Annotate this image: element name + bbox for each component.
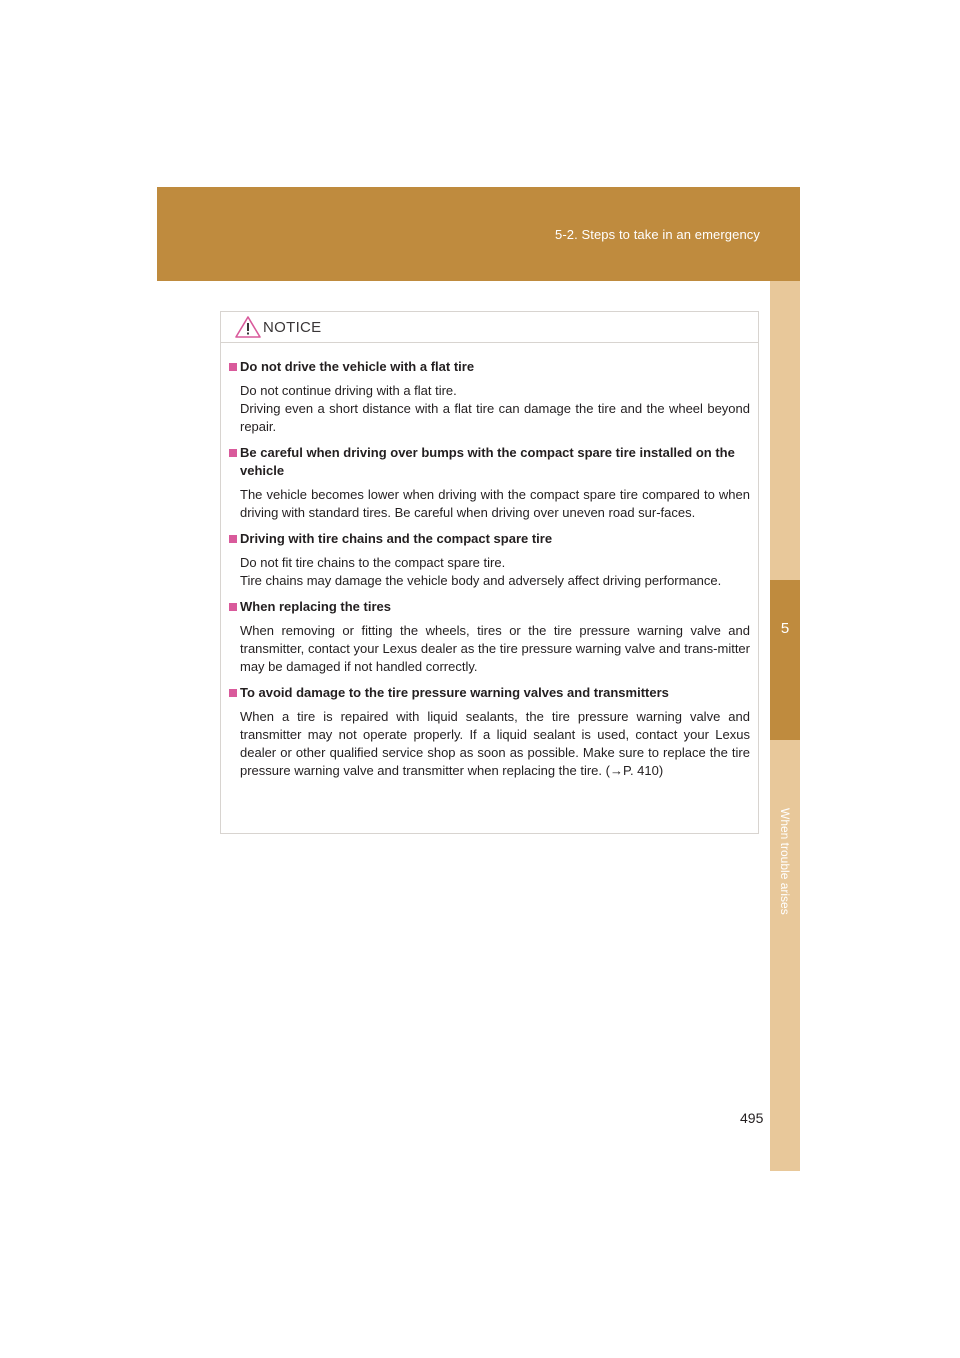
section-heading-text: Do not drive the vehicle with a flat tire (240, 359, 475, 374)
notice-section (229, 444, 750, 522)
notice-section (229, 358, 750, 436)
section-heading-text: To avoid damage to the tire pressure warning valves and transmitters (240, 685, 669, 700)
square-bullet-icon (229, 449, 237, 457)
section-body (229, 486, 750, 522)
section-body (229, 708, 750, 780)
section-heading (229, 358, 750, 376)
section-body (229, 554, 750, 590)
notice-body (221, 343, 758, 780)
section-heading (229, 684, 750, 702)
section-heading (229, 598, 750, 616)
section-body (229, 382, 750, 436)
header-band (157, 187, 800, 281)
section-paragraph: When removing or fitting the wheels, tires or the tire pressure warning valve and transmitter, contact your Lexus dealer as the tire pressure warning valve and trans-mitter may be damaged if not handled correctly. (240, 623, 750, 674)
chapter-tab (770, 580, 800, 740)
notice-section (229, 684, 750, 780)
section-paragraph: Do not fit tire chains to the compact spare tire. (240, 555, 506, 570)
section-heading-text: When replacing the tires (240, 599, 391, 614)
section-title: 5-2. Steps to take in an emergency (554, 227, 760, 242)
notice-box (220, 311, 759, 834)
section-paragraph: Tire chains may damage the vehicle body and adversely affect driving performance. (240, 573, 722, 588)
section-heading-text: Driving with tire chains and the compact spare tire (240, 531, 553, 546)
section-paragraph: Driving even a short distance with a flat tire can damage the tire and the wheel beyond repair. (240, 401, 750, 434)
section-paragraph: The vehicle becomes lower when driving with the compact spare tire compared to when driving with standard tires. Be careful when driving over uneven road sur-faces. (240, 487, 750, 520)
chapter-number: 5 (780, 620, 790, 637)
chapter-name: When trouble arises (778, 808, 792, 915)
square-bullet-icon (229, 363, 237, 371)
notice-section (229, 530, 750, 590)
section-heading (229, 444, 750, 480)
square-bullet-icon (229, 603, 237, 611)
notice-header (221, 312, 758, 343)
square-bullet-icon (229, 689, 237, 697)
section-paragraph: Do not continue driving with a flat tire. (240, 383, 457, 398)
notice-section (229, 598, 750, 676)
section-heading-text: Be careful when driving over bumps with the compact spare tire installed on the vehicle (240, 445, 735, 478)
notice-label: NOTICE (263, 319, 322, 336)
square-bullet-icon (229, 535, 237, 543)
warning-triangle-icon (235, 316, 261, 338)
section-paragraph: When a tire is repaired with liquid sealants, the tire pressure warning valve and transmitter may not operate properly. If a liquid sealant is used, contact your Lexus dealer or other qualified service shop as soon as possible. Make sure to replace the tire pressure warning valve and transmitter when replacing the tire. (→P. 410) (240, 709, 750, 778)
section-body (229, 622, 750, 676)
section-heading (229, 530, 750, 548)
page-number: 495 (740, 1110, 764, 1126)
